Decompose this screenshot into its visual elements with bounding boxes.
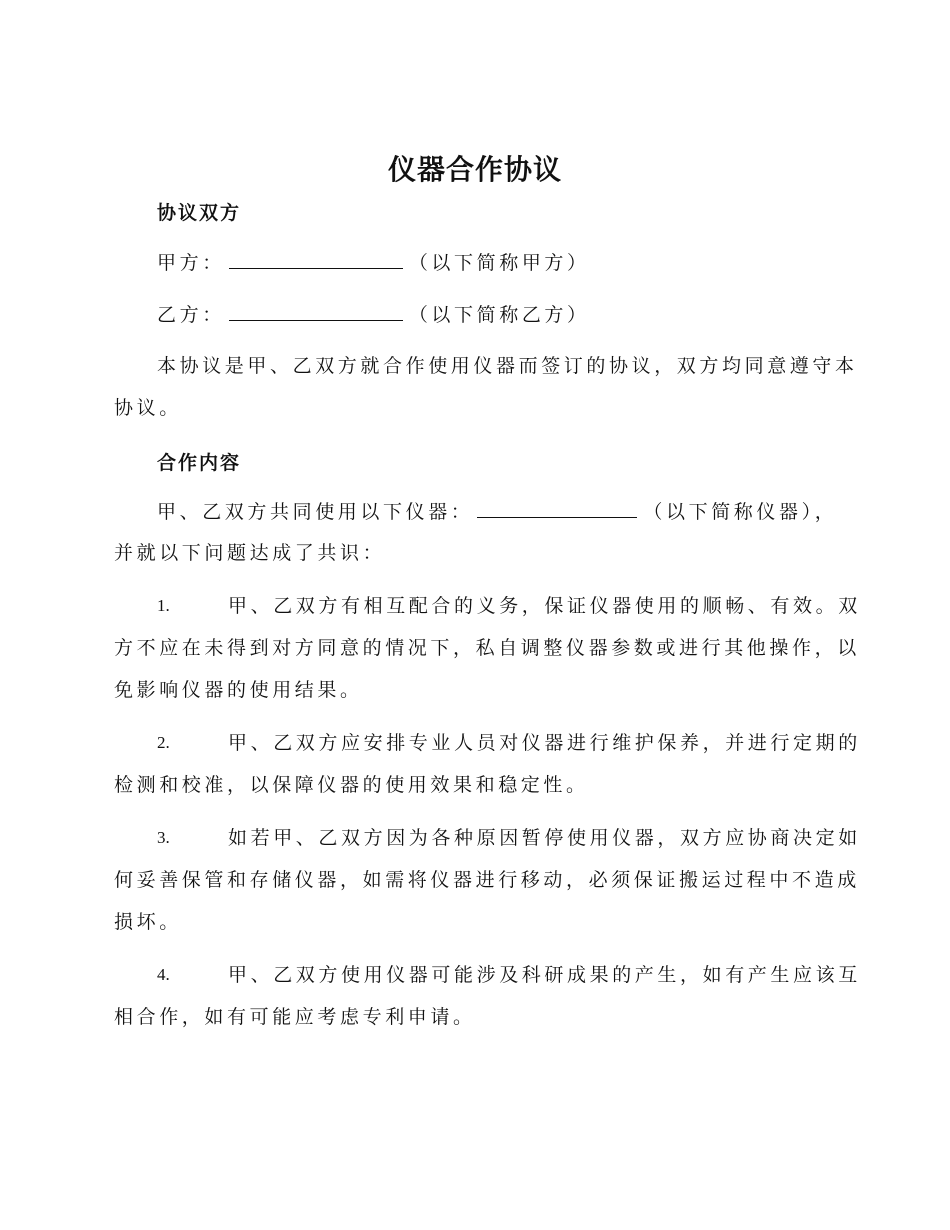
item-1-line-1: 甲、乙双方有相互配合的义务，保证仪器使用的顺畅、有效。双 — [228, 595, 861, 617]
item-number: 4. — [157, 965, 170, 984]
item-2-line-2: 检测和校准，以保障仪器的使用效果和稳定性。 — [114, 774, 589, 796]
party-a-line — [157, 249, 590, 276]
section-heading-parties: 协议双方 — [157, 202, 242, 224]
item-3-line-3: 损坏。 — [114, 911, 182, 933]
party-a-suffix: （以下简称甲方） — [408, 252, 590, 274]
item-3-line-1: 如若甲、乙双方因为各种原因暂停使用仪器，双方应协商决定如 — [228, 827, 861, 849]
party-b-label: 乙方： — [157, 304, 225, 326]
party-a-blank[interactable] — [229, 249, 403, 269]
item-number: 3. — [157, 828, 170, 847]
instrument-blank[interactable] — [477, 498, 637, 518]
party-b-line — [157, 301, 590, 328]
party-b-blank[interactable] — [229, 301, 403, 321]
intro-line-2: 协议。 — [114, 397, 182, 419]
content-line-1-prefix: 甲、乙双方共同使用以下仪器： — [157, 501, 474, 523]
item-1-line-3: 免影响仪器的使用结果。 — [114, 679, 363, 701]
section-heading-content: 合作内容 — [157, 452, 242, 474]
document-title: 仪器合作协议 — [387, 153, 562, 186]
party-b-suffix: （以下简称乙方） — [408, 304, 590, 326]
item-4-line-2: 相合作，如有可能应考虑专利申请。 — [114, 1006, 476, 1028]
content-line-1 — [157, 498, 837, 525]
party-a-label: 甲方： — [157, 252, 225, 274]
item-3-line-2: 何妥善保管和存储仪器，如需将仪器进行移动，必须保证搬运过程中不造成 — [114, 869, 860, 891]
item-4-line-1: 甲、乙双方使用仪器可能涉及科研成果的产生，如有产生应该互 — [228, 964, 861, 986]
item-number: 1. — [157, 596, 170, 615]
item-2-line-1: 甲、乙双方应安排专业人员对仪器进行维护保养，并进行定期的 — [228, 732, 861, 754]
item-number: 2. — [157, 733, 170, 752]
item-1-line-2: 方不应在未得到对方同意的情况下，私自调整仪器参数或进行其他操作，以 — [114, 637, 860, 659]
content-line-1-suffix: （以下简称仪器）， — [643, 501, 838, 523]
intro-line-1: 本协议是甲、乙双方就合作使用仪器而签订的协议，双方均同意遵守本 — [157, 355, 858, 377]
content-line-2: 并就以下问题达成了共识： — [114, 542, 386, 564]
